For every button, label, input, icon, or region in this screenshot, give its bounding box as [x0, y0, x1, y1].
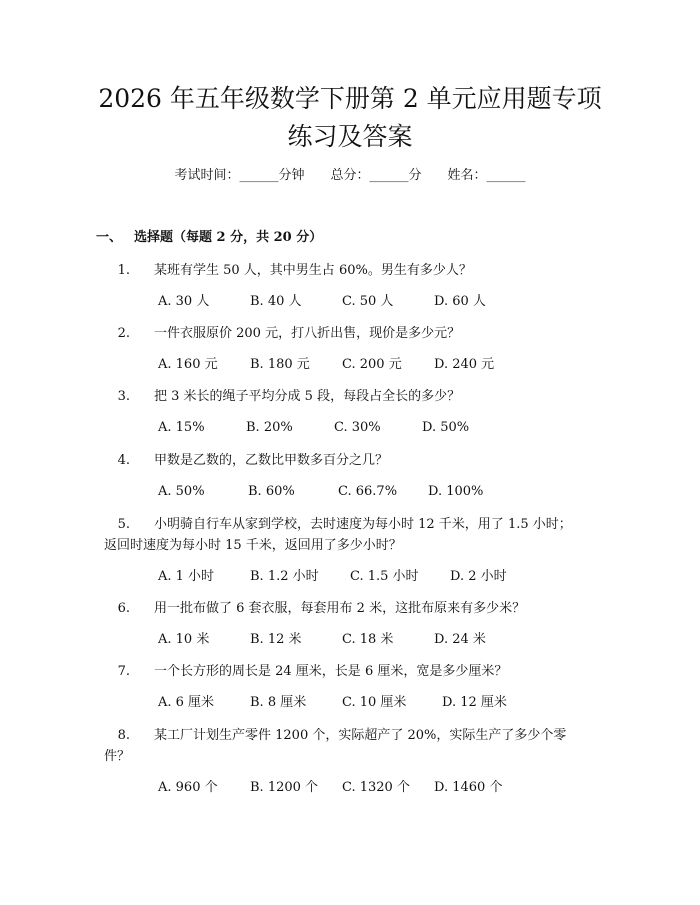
option-c: C. 50 人	[342, 294, 394, 309]
option-d: D. 12 厘米	[442, 695, 507, 710]
option-c: C. 1320 个	[342, 780, 410, 795]
option-a: A. 50%	[158, 484, 205, 499]
question-text: 一件衣服原价 200 元，打八折出售，现价是多少元？	[154, 326, 461, 341]
option-b: B. 12 米	[250, 632, 302, 647]
question-3	[104, 386, 594, 407]
page-title-line-2: 练习及答案	[287, 122, 413, 151]
option-a: A. 15%	[158, 420, 205, 435]
option-c: C. 1.5 小时	[350, 569, 419, 584]
option-b: B. 180 元	[250, 357, 310, 372]
section-number: 一、	[96, 230, 123, 245]
option-d: D. 60 人	[434, 294, 486, 309]
question-6	[104, 598, 594, 619]
question-text-continued: 返回时速度为每小时 15 千米，返回用了多少小时？	[104, 538, 402, 553]
question-number: 3.	[117, 389, 130, 404]
question-text: 甲数是乙数的，乙数比甲数多百分之几？	[154, 453, 389, 468]
question-text: 某工厂计划生产零件 1200 个，实际超产了 20%，实际生产了多少个零	[154, 728, 567, 743]
total-score-field: 总分：______分	[330, 168, 422, 183]
question-text: 用一批布做了 6 套衣服，每套用布 2 米，这批布原来有多少米？	[154, 601, 526, 616]
question-number: 1.	[117, 263, 130, 278]
question-number: 4.	[117, 453, 130, 468]
option-d: D. 100%	[428, 484, 484, 499]
question-number: 2.	[117, 326, 130, 341]
option-b: B. 8 厘米	[250, 695, 307, 710]
question-3-options	[158, 418, 469, 438]
option-a: A. 6 厘米	[158, 695, 215, 710]
question-text: 把 3 米长的绳子平均分成 5 段，每段占全长的多少？	[154, 389, 461, 404]
option-d: D. 24 米	[434, 632, 486, 647]
option-d: D. 50%	[422, 420, 470, 435]
question-text: 某班有学生 50 人，其中男生占 60%。男生有多少人？	[154, 263, 472, 278]
question-text: 一个长方形的周长是 24 厘米，长是 6 厘米，宽是多少厘米？	[154, 664, 508, 679]
option-b: B. 60%	[248, 484, 295, 499]
question-7	[104, 661, 594, 682]
option-b: B. 1.2 小时	[250, 569, 319, 584]
option-c: C. 200 元	[342, 357, 402, 372]
option-b: B. 1200 个	[250, 780, 319, 795]
option-c: C. 30%	[334, 420, 381, 435]
option-b: B. 20%	[246, 420, 293, 435]
question-8	[104, 725, 594, 746]
option-a: A. 10 米	[158, 632, 210, 647]
question-8-continuation	[104, 746, 594, 767]
question-5-continuation	[104, 535, 594, 556]
question-2	[104, 323, 594, 344]
question-6-options	[158, 630, 486, 650]
question-2-options	[158, 355, 494, 375]
question-number: 7.	[117, 664, 130, 679]
option-c: C. 18 米	[342, 632, 394, 647]
exam-meta	[0, 166, 700, 186]
student-name-field: 姓名：______	[447, 168, 526, 183]
option-c: C. 10 厘米	[342, 695, 407, 710]
question-5-options	[158, 567, 507, 587]
question-4	[104, 450, 594, 471]
question-4-options	[158, 482, 483, 502]
exam-time-field: 考试时间：______分钟	[174, 168, 305, 183]
section-title: 选择题（每题 2 分，共 20 分）	[134, 230, 323, 245]
question-number: 5.	[117, 517, 130, 532]
option-b: B. 40 人	[250, 294, 302, 309]
question-text-continued: 件？	[104, 749, 131, 764]
option-c: C. 66.7%	[338, 484, 398, 499]
question-8-options	[158, 778, 502, 798]
option-a: A. 30 人	[158, 294, 210, 309]
option-a: A. 160 元	[158, 357, 218, 372]
question-5	[104, 514, 594, 535]
question-1	[104, 260, 594, 281]
option-d: D. 1460 个	[434, 780, 503, 795]
question-number: 8.	[117, 728, 130, 743]
option-d: D. 2 小时	[450, 569, 507, 584]
page-title-line-1: 2026 年五年级数学下册第 2 单元应用题专项	[98, 84, 602, 113]
option-d: D. 240 元	[434, 357, 495, 372]
question-text: 小明骑自行车从家到学校，去时速度为每小时 12 千米，用了 1.5 小时；	[154, 517, 572, 532]
section-heading	[96, 228, 322, 248]
question-number: 6.	[117, 601, 130, 616]
option-a: A. 1 小时	[158, 569, 215, 584]
question-7-options	[158, 693, 507, 713]
option-a: A. 960 个	[158, 780, 218, 795]
question-1-options	[158, 292, 486, 312]
